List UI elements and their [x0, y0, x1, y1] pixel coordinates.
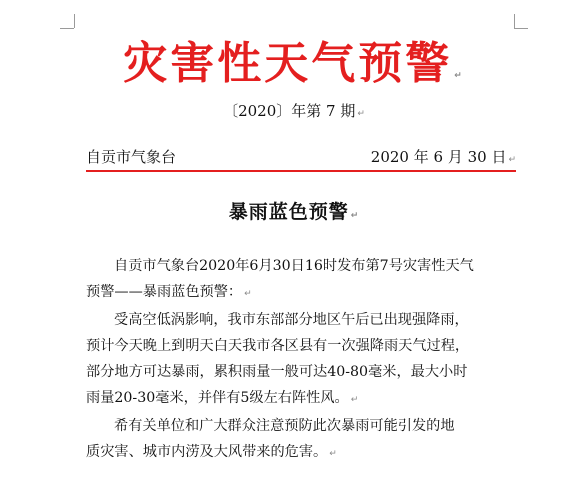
document-headline: [0, 36, 588, 104]
paragraph-line-text: 质灾害、城市内涝及大风带来的危害。: [86, 444, 328, 460]
paragraph-mark-icon: ↵: [357, 109, 365, 119]
paragraph-mark-icon: ↵: [350, 395, 359, 405]
paragraph-1: [86, 253, 506, 305]
paragraph-line: [86, 439, 506, 465]
crop-mark-top-right: [514, 28, 528, 29]
paragraph-line: [86, 385, 506, 411]
crop-mark-top-left: [74, 14, 75, 28]
paragraph-mark-icon: ↵: [244, 289, 252, 299]
paragraph-line: [86, 279, 506, 305]
paragraph-mark-icon: ↵: [329, 449, 337, 459]
paragraph-line-text: 雨量20-30毫米，并伴有5级左右阵性风。: [86, 390, 349, 406]
subtitle-text: 暴雨蓝色预警: [228, 201, 349, 223]
paragraph-3: [86, 413, 506, 465]
paragraph-2: [86, 307, 506, 411]
issuer-name: 自贡市气象台: [86, 148, 177, 166]
paragraph-line: 自贡市气象台2020年6月30日16时发布第7号灾害性天气: [114, 258, 474, 274]
paragraph-mark-icon: ↵: [350, 211, 360, 221]
warning-body: [86, 253, 506, 465]
paragraph-line: 希有关单位和广大群众注意预防此次暴雨可能引发的地: [114, 418, 455, 434]
paragraph-mark-icon: ↵: [454, 71, 465, 81]
paragraph-line: 预计今天晚上到明天白天我市各区县有一次强降雨天气过程，: [86, 338, 470, 354]
issuer-row: [86, 147, 516, 167]
paragraph-line: 部分地方可达暴雨，累积雨量一般可达40-80毫米，最大小时: [86, 364, 468, 380]
crop-mark-top-left: [60, 28, 74, 29]
red-divider-line: [86, 170, 516, 172]
issue-number: [0, 101, 588, 124]
warning-subtitle: [0, 199, 588, 229]
paragraph-line: 受高空低涡影响，我市东部部分地区午后已出现强降雨，: [114, 312, 469, 328]
crop-mark-top-right: [514, 14, 515, 28]
headline-text: 灾害性天气预警: [123, 38, 453, 89]
issue-text: 〔2020〕年第 7 期: [223, 102, 356, 120]
issue-date: [371, 147, 516, 170]
paragraph-line-text: 预警——暴雨蓝色预警：: [86, 284, 243, 300]
paragraph-mark-icon: ↵: [508, 155, 516, 165]
issue-date-text: 2020 年 6 月 30 日: [370, 148, 507, 166]
